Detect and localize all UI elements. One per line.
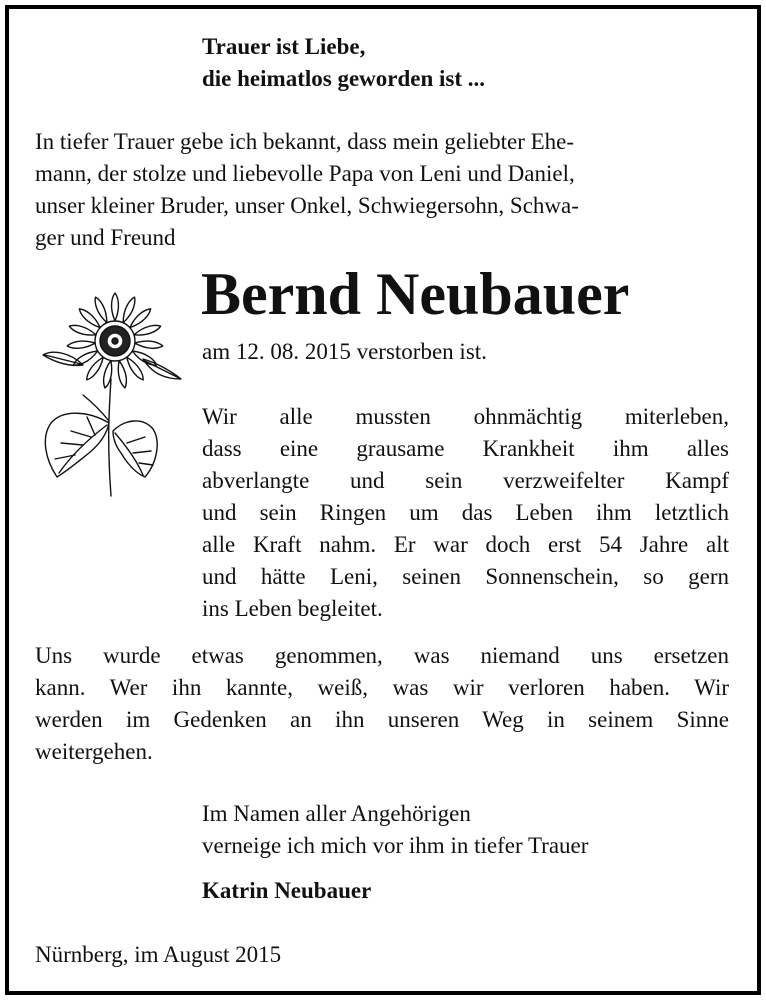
deceased-name: Bernd Neubauer bbox=[201, 261, 630, 327]
place-date: Nürnberg, im August 2015 bbox=[35, 942, 282, 967]
sunflower-icon bbox=[31, 291, 191, 501]
intro-line: ger und Freund bbox=[35, 225, 176, 250]
closing-line: Uns wurde etwas genommen, was niemand uns ersetzen bbox=[35, 643, 729, 668]
intro-line: In tiefer Trauer gebe ich bekannt, dass mein geliebter Ehe- bbox=[35, 129, 575, 154]
story-line: und sein Ringen um das Leben ihm letztlich bbox=[202, 500, 729, 525]
motto bbox=[202, 31, 485, 95]
closing-paragraph bbox=[35, 640, 729, 768]
motto-line: Trauer ist Liebe, bbox=[202, 34, 366, 59]
motto-line: die heimatlos geworden ist ... bbox=[202, 66, 486, 91]
story-line: alle Kraft nahm. Er war doch erst 54 Jahre alt bbox=[202, 532, 729, 557]
closing-line: weitergehen. bbox=[35, 739, 153, 764]
story-line: Wir alle mussten ohnmächtig miterleben, bbox=[202, 404, 729, 429]
story-line: abverlangte und sein verzweifelter Kampf bbox=[202, 468, 729, 493]
signer-name: Katrin Neubauer bbox=[202, 878, 372, 903]
closing-line: werden im Gedenken an ihn unseren Weg in seinem Sinne bbox=[35, 707, 729, 732]
story-line: ins Leben begleitet. bbox=[202, 596, 383, 621]
story-paragraph bbox=[202, 401, 729, 625]
death-date-line: am 12. 08. 2015 verstorben ist. bbox=[202, 339, 487, 364]
intro-line: mann, der stolze und liebevolle Papa von Leni und Daniel, bbox=[35, 161, 575, 186]
obituary-frame bbox=[5, 5, 761, 995]
intro-paragraph bbox=[35, 126, 579, 254]
story-line: dass eine grausame Krankheit ihm alles bbox=[202, 436, 729, 461]
story-line: und hätte Leni, seinen Sonnenschein, so gern bbox=[202, 564, 729, 589]
signature-line: verneige ich mich vor ihm in tiefer Trauer bbox=[202, 833, 589, 858]
signature-block bbox=[202, 798, 588, 862]
signature-line: Im Namen aller Angehörigen bbox=[202, 801, 471, 826]
closing-line: kann. Wer ihn kannte, weiß, was wir verloren haben. Wir bbox=[35, 675, 729, 700]
intro-line: unser kleiner Bruder, unser Onkel, Schwiegersohn, Schwa- bbox=[35, 193, 579, 218]
